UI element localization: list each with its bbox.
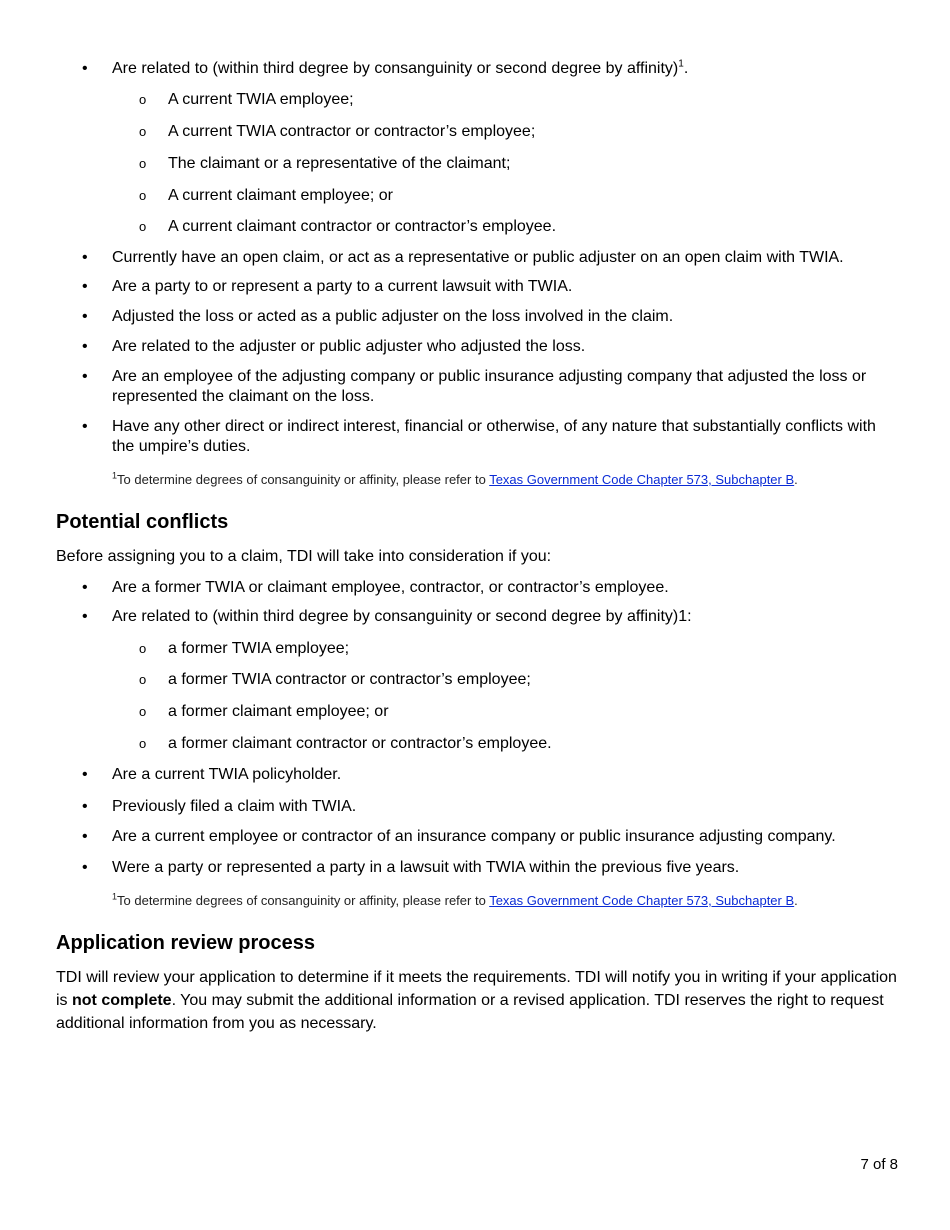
bullet-marker: • <box>82 828 88 845</box>
footnote: $^1$To determine degrees of consanguinity or affinity, please refer to Texas Government Code Chapter 573, Subchapter B. <box>112 470 798 487</box>
sub-list-item: a former TWIA contractor or contractor’s employee; <box>168 671 531 688</box>
footnote-ref: 1 <box>678 58 684 70</box>
footnote-marker: 1 <box>112 470 118 481</box>
list-item: Are an employee of the adjusting company or public insurance adjusting company that adjusted the loss or represented the claimant on the loss. <box>112 368 867 405</box>
list-item: Are a current employee or contractor of an insurance company or public insurance adjusting company. <box>112 828 836 845</box>
list-item: Currently have an open claim, or act as a representative or public adjuster on an open claim with TWIA. <box>112 249 844 266</box>
list-item: Adjusted the loss or acted as a public adjuster on the loss involved in the claim. <box>112 308 674 325</box>
sub-bullet-marker: o <box>139 92 147 107</box>
review-paragraph: TDI will review your application to determine if it meets the requirements. TDI will notify you in writing if your application is not complete. You may submit the additional information or a revised application. TDI reserves the right to request additional information from you as necessary. <box>56 969 897 1032</box>
list-item: Are a party to or represent a party to a current lawsuit with TWIA. <box>112 278 573 295</box>
sub-bullet-marker: o <box>139 672 147 687</box>
list-item: Have any other direct or indirect interest, financial or otherwise, of any nature that substantially conflicts with the umpire’s duties. <box>112 418 876 455</box>
bullet-marker: • <box>82 308 88 325</box>
bullet-marker: • <box>82 278 88 295</box>
list-item: Are related to (within third degree by consanguinity or second degree by affinity)1: <box>112 608 692 625</box>
section-heading: Potential conflicts <box>56 511 229 533</box>
sub-list-item: a former TWIA employee; <box>168 640 350 657</box>
sub-list-item: A current TWIA employee; <box>168 91 354 108</box>
sub-bullet-marker: o <box>139 124 147 139</box>
footnote-marker: 1 <box>112 891 118 902</box>
bullet-marker: • <box>82 249 88 266</box>
sub-list-item: a former claimant employee; or <box>168 703 389 720</box>
emphasis-not-complete: not complete <box>72 992 172 1009</box>
intro-paragraph: Before assigning you to a claim, TDI will take into consideration if you: <box>56 548 552 565</box>
sub-bullet-marker: o <box>139 188 147 203</box>
bullet-marker: • <box>82 368 88 385</box>
sub-bullet-marker: o <box>139 219 147 234</box>
sub-list-item: A current TWIA contractor or contractor’s employee; <box>168 123 536 140</box>
sub-list-item: The claimant or a representative of the claimant; <box>168 155 511 172</box>
list-item: Were a party or represented a party in a lawsuit with TWIA within the previous five years. <box>112 859 740 876</box>
sub-list-item: A current claimant employee; or <box>168 187 393 204</box>
sub-list-item: A current claimant contractor or contractor’s employee. <box>168 218 557 235</box>
sub-list-item: a former claimant contractor or contractor’s employee. <box>168 735 552 752</box>
list-item: Are a current TWIA policyholder. <box>112 766 342 783</box>
list-item: Previously filed a claim with TWIA. <box>112 798 357 815</box>
page-number: 7 of 8 <box>860 1156 898 1173</box>
list-item: Are related to (within third degree by consanguinity or second degree by affinity)$^1$. <box>112 58 689 77</box>
bullet-marker: • <box>82 608 88 625</box>
sub-bullet-marker: o <box>139 156 147 171</box>
footnote: $^1$To determine degrees of consanguinity or affinity, please refer to Texas Government Code Chapter 573, Subchapter B. <box>112 891 798 908</box>
bullet-marker: • <box>82 579 88 596</box>
bullet-marker: • <box>82 798 88 815</box>
bullet-marker: • <box>82 60 88 77</box>
sub-bullet-marker: o <box>139 704 147 719</box>
footnote-link[interactable]: Texas Government Code Chapter 573, Subchapter B <box>489 893 795 908</box>
bullet-marker: • <box>82 766 88 783</box>
section-heading: Application review process <box>56 932 315 954</box>
sub-bullet-marker: o <box>139 641 147 656</box>
sub-bullet-marker: o <box>139 736 147 751</box>
bullet-marker: • <box>82 859 88 876</box>
list-item: Are related to the adjuster or public adjuster who adjusted the loss. <box>112 338 586 355</box>
bullet-marker: • <box>82 338 88 355</box>
list-item: Are a former TWIA or claimant employee, contractor, or contractor’s employee. <box>112 579 669 596</box>
footnote-link[interactable]: Texas Government Code Chapter 573, Subchapter B <box>489 472 795 487</box>
bullet-marker: • <box>82 418 88 435</box>
